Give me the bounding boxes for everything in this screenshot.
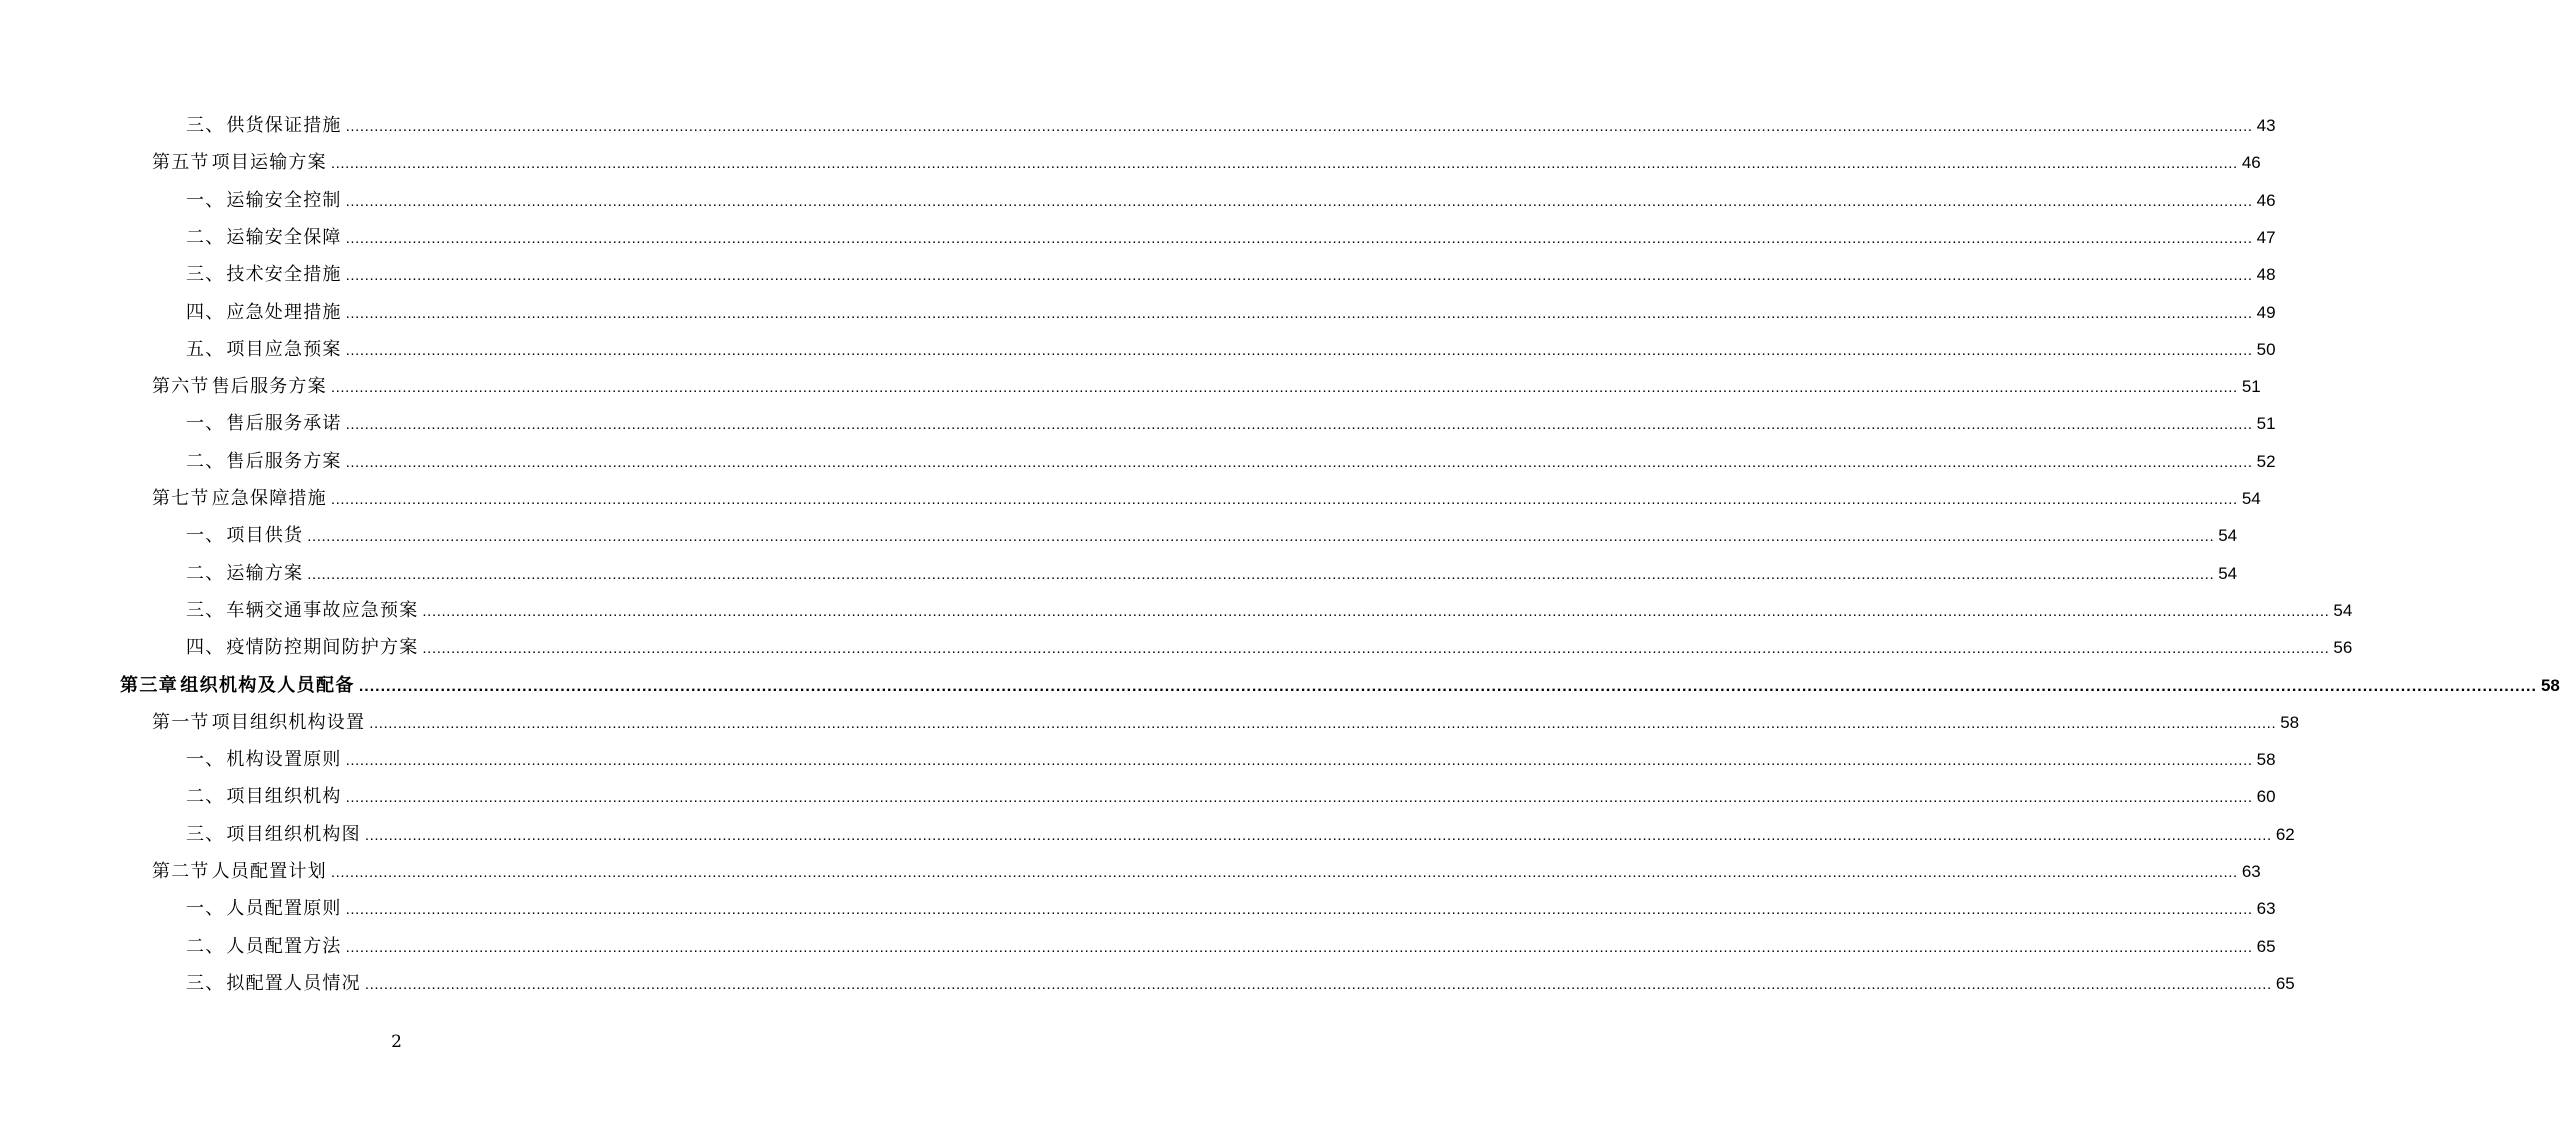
toc-entry-page: 58 — [2540, 676, 2560, 695]
toc-entry[interactable] — [186, 324, 2276, 361]
toc-entry-label — [186, 786, 342, 808]
toc-entry-number: 三、 — [186, 824, 225, 845]
toc-entry-number: 三、 — [186, 115, 225, 136]
toc-entry[interactable] — [152, 473, 2261, 510]
toc-entry[interactable] — [186, 622, 2353, 659]
toc-entry-number: 二、 — [186, 227, 225, 248]
dot-leader: ................................................................................................................................................................................................................................................................................................................................................................................................................ — [369, 715, 2277, 732]
toc-entry-page: 54 — [2333, 601, 2353, 620]
toc-entry-page: 62 — [2275, 825, 2295, 844]
toc-entry-number: 二、 — [186, 936, 225, 957]
toc-entry[interactable] — [152, 361, 2261, 398]
toc-entry-title: 售后服务承诺 — [226, 413, 342, 434]
toc-entry-title: 技术安全措施 — [226, 264, 342, 285]
toc-entry-title: 应急保障措施 — [211, 488, 327, 509]
toc-entry-label — [186, 339, 342, 361]
toc-entry-number: 三、 — [186, 264, 225, 285]
toc-entry-title: 项目组织机构图 — [226, 824, 361, 845]
toc-entry-label — [186, 973, 361, 995]
dot-leader: ................................................................................................................................................................................................................................................................................................................................................................................................................ — [330, 491, 2238, 508]
toc-entry-title: 人员配置计划 — [211, 861, 327, 882]
toc-entry-number: 二、 — [186, 786, 225, 807]
toc-entry-number: 第七节 — [152, 488, 210, 509]
toc-entry-page: 58 — [2256, 750, 2276, 769]
toc-entry[interactable] — [152, 846, 2261, 883]
toc-entry-number: 第一节 — [152, 712, 210, 733]
toc-entry-title: 项目组织机构设置 — [211, 712, 366, 733]
toc-entry-label — [152, 152, 327, 174]
toc-entry-page: 51 — [2241, 377, 2261, 396]
toc-entry[interactable] — [186, 585, 2353, 622]
toc-entry-page: 49 — [2256, 303, 2276, 322]
toc-entry-page: 54 — [2241, 489, 2261, 508]
toc-entry-title: 人员配置方法 — [226, 936, 342, 957]
toc-entry-number: 四、 — [186, 302, 225, 323]
dot-leader: ................................................................................................................................................................................................................................................................................................................................................................................................................ — [307, 528, 2215, 545]
page-number: 2 — [391, 1032, 402, 1052]
toc-entry-number: 第三章 — [120, 675, 179, 696]
toc-entry-page: 65 — [2275, 974, 2295, 993]
toc-entry-label — [152, 861, 327, 883]
toc-entry-number: 第六节 — [152, 376, 210, 397]
dot-leader: ................................................................................................................................................................................................................................................................................................................................................................................................................ — [345, 901, 2253, 918]
toc-entry-title: 供货保证措施 — [226, 115, 342, 136]
toc-entry[interactable] — [152, 137, 2261, 174]
toc-entry-page: 51 — [2256, 414, 2276, 433]
toc-entry-label — [152, 712, 365, 734]
toc-entry-label — [186, 600, 418, 622]
toc-entry[interactable] — [186, 883, 2276, 920]
toc-entry-page: 65 — [2256, 937, 2276, 956]
dot-leader: ................................................................................................................................................................................................................................................................................................................................................................................................................ — [345, 342, 2253, 359]
dot-leader: ................................................................................................................................................................................................................................................................................................................................................................................................................ — [345, 752, 2253, 769]
toc-entry[interactable] — [186, 958, 2295, 995]
toc-entry-label — [152, 376, 327, 398]
toc-entry-title: 应急处理措施 — [226, 302, 342, 323]
dot-leader: ................................................................................................................................................................................................................................................................................................................................................................................................................ — [345, 416, 2253, 433]
toc-entry-label — [186, 824, 361, 846]
toc-entry-label — [186, 115, 342, 137]
dot-leader: ................................................................................................................................................................................................................................................................................................................................................................................................................ — [422, 640, 2330, 657]
toc-entry-title: 运输安全保障 — [226, 227, 342, 248]
toc-entry-page: 63 — [2256, 899, 2276, 918]
toc-entry-label — [186, 227, 342, 249]
toc-entry-page: 60 — [2256, 787, 2276, 806]
toc-entry-label — [186, 637, 418, 659]
toc-entry-title: 运输安全控制 — [226, 190, 342, 211]
toc-entry[interactable] — [186, 771, 2276, 808]
toc-entry-label — [186, 413, 342, 435]
dot-leader: ................................................................................................................................................................................................................................................................................................................................................................................................................ — [364, 827, 2272, 844]
toc-entry[interactable] — [120, 660, 2560, 697]
toc-entry[interactable] — [186, 249, 2276, 286]
toc-entry-title: 运输方案 — [226, 563, 304, 584]
dot-leader: ................................................................................................................................................................................................................................................................................................................................................................................................................ — [422, 603, 2330, 620]
dot-leader: ................................................................................................................................................................................................................................................................................................................................................................................................................ — [345, 454, 2253, 471]
toc-entry-title: 项目组织机构 — [226, 786, 342, 807]
toc-entry-title: 售后服务方案 — [226, 451, 342, 472]
toc-entry[interactable] — [186, 809, 2295, 846]
toc-entry[interactable] — [186, 921, 2276, 958]
dot-leader: ................................................................................................................................................................................................................................................................................................................................................................................................................ — [345, 267, 2253, 284]
toc-entry-page: 46 — [2241, 153, 2261, 172]
toc-entry-number: 四、 — [186, 637, 225, 658]
toc-entry-number: 二、 — [186, 451, 225, 472]
dot-leader: ................................................................................................................................................................................................................................................................................................................................................................................................................ — [345, 230, 2253, 247]
toc-entry-title: 项目运输方案 — [211, 152, 327, 173]
toc-entry-page: 47 — [2256, 228, 2276, 247]
toc-entry-page: 52 — [2256, 452, 2276, 471]
toc-entry-number: 一、 — [186, 898, 225, 919]
toc-entry-page: 56 — [2333, 638, 2353, 657]
toc-entry-page: 63 — [2241, 862, 2261, 881]
toc-entry-label — [186, 190, 342, 212]
dot-leader: ................................................................................................................................................................................................................................................................................................................................................................................................................ — [330, 864, 2238, 881]
toc-entry-label — [152, 488, 327, 510]
toc-entry[interactable] — [186, 100, 2276, 137]
toc-entry-title: 组织机构及人员配备 — [180, 675, 355, 696]
toc-entry[interactable] — [152, 697, 2300, 734]
toc-entry-title: 疫情防控期间防护方案 — [226, 637, 419, 658]
toc-entry[interactable] — [186, 548, 2238, 585]
toc-entry-number: 三、 — [186, 600, 225, 621]
dot-leader: ................................................................................................................................................................................................................................................................................................................................................................................................................ — [345, 193, 2253, 210]
toc-entry-label — [186, 451, 342, 473]
toc-entry-label — [186, 563, 303, 585]
dot-leader: ................................................................................................................................................................................................................................................................................................................................................................................................................ — [345, 939, 2253, 956]
toc-entry-label — [186, 749, 342, 771]
toc-entry-number: 第五节 — [152, 152, 210, 173]
toc-entry-label — [120, 675, 355, 697]
toc-entry-title: 项目供货 — [226, 525, 304, 546]
toc-entry-number: 一、 — [186, 413, 225, 434]
toc-entry[interactable] — [186, 175, 2276, 212]
toc-entry-title: 人员配置原则 — [226, 898, 342, 919]
toc-entry[interactable] — [186, 212, 2276, 249]
toc-entry-label — [186, 898, 342, 920]
toc-entry-page: 48 — [2256, 265, 2276, 284]
dot-leader: ................................................................................................................................................................................................................................................................................................................................................................................................................ — [345, 305, 2253, 322]
toc-entry-number: 一、 — [186, 749, 225, 770]
toc-entry[interactable] — [186, 287, 2276, 324]
toc-entry-page: 54 — [2218, 526, 2238, 545]
toc-entry-number: 五、 — [186, 339, 225, 360]
dot-leader: ................................................................................................................................................................................................................................................................................................................................................................................................................ — [330, 379, 2238, 396]
toc-entry[interactable] — [186, 510, 2238, 547]
toc-entry[interactable] — [186, 398, 2276, 435]
toc-entry[interactable] — [186, 734, 2276, 771]
toc-entry-title: 拟配置人员情况 — [226, 973, 361, 994]
toc-entry-number: 一、 — [186, 190, 225, 211]
toc-entry-page: 54 — [2218, 564, 2238, 583]
toc-entry-label — [186, 264, 342, 286]
dot-leader: ................................................................................................................................................................................................................................................................................................................................................................................................................ — [330, 155, 2238, 172]
dot-leader: ................................................................................................................................................................................................................................................................................................................................................................................................................ — [307, 566, 2215, 583]
toc-entry-page: 46 — [2256, 191, 2276, 210]
toc-entry-page: 50 — [2256, 340, 2276, 359]
toc-entry-label — [186, 302, 342, 324]
toc-entry-label — [186, 525, 303, 547]
dot-leader: ................................................................................................................................................................................................................................................................................................................................................................................................................ — [364, 976, 2272, 993]
toc-entry-title: 机构设置原则 — [226, 749, 342, 770]
toc-entry-title: 车辆交通事故应急预案 — [226, 600, 419, 621]
toc-entry-label — [186, 936, 342, 958]
toc-entry-number: 二、 — [186, 563, 225, 584]
toc-entry-number: 第二节 — [152, 861, 210, 882]
toc-entry-page: 43 — [2256, 116, 2276, 135]
dot-leader: ................................................................................................................................................................................................................................................................................................................................................................................................................ — [345, 789, 2253, 806]
toc-entry-number: 三、 — [186, 973, 225, 994]
toc-entry-page: 58 — [2280, 713, 2300, 732]
toc-entry-title: 项目应急预案 — [226, 339, 342, 360]
toc-entry[interactable] — [186, 436, 2276, 473]
dot-leader: ................................................................................................................................................................................................................................................................................................................................................................................................................ — [358, 678, 2537, 695]
toc-entry-number: 一、 — [186, 525, 225, 546]
dot-leader: ................................................................................................................................................................................................................................................................................................................................................................................................................ — [345, 118, 2253, 135]
toc-entry-title: 售后服务方案 — [211, 376, 327, 397]
